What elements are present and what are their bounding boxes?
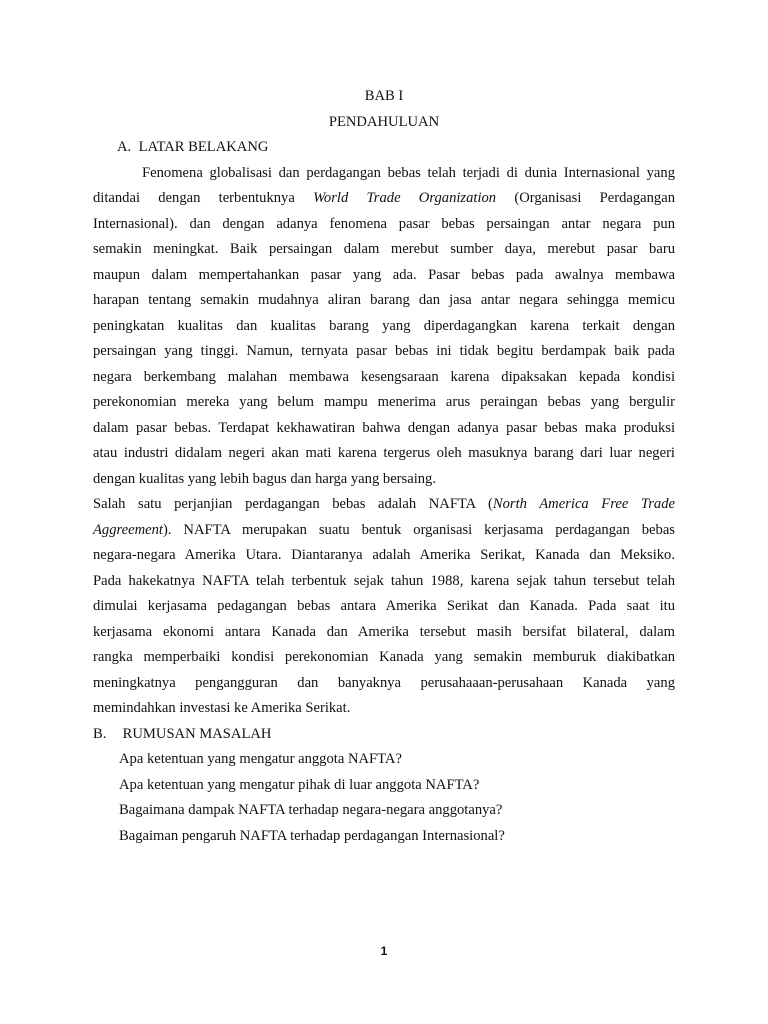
section-a-heading (93, 135, 675, 161)
section-b-number: B. (93, 725, 107, 742)
question-list (93, 747, 675, 849)
paragraph-line: kerjasama ekonomi antara Kanada dan Amerika tersebut masih bersifat bilateral, dalam (93, 623, 675, 640)
paragraph-line: Salah satu perjanjian perdagangan bebas adalah NAFTA (North America Free Trade (93, 496, 675, 512)
paragraph-latar-belakang (93, 161, 675, 493)
paragraph-line: Internasional). dan dengan adanya fenomena pasar bebas persaingan antar negara pun (93, 215, 675, 232)
chapter-label: BAB I (364, 88, 404, 104)
paragraph-line: persaingan yang tinggi. Namun, ternyata pasar bebas ini tidak begitu berdampak baik pada (93, 343, 675, 359)
section-b-heading (93, 722, 675, 748)
paragraph-line: perekonomian mereka yang belum mampu menerima arus peraingan bebas yang bergulir (93, 394, 675, 410)
list-item: Bagaimana dampak NAFTA terhadap negara-negara anggotanya? (119, 802, 503, 818)
chapter-title: PENDAHULUAN (328, 113, 440, 130)
document-page (93, 84, 675, 849)
list-item: Bagaiman pengaruh NAFTA terhadap perdagangan Internasional? (119, 827, 505, 844)
nafta-full-name: North America Free Trade (492, 496, 675, 512)
paragraph-line: meningkatnya pengangguran dan banyaknya perusahaaan-perusahaan Kanada yang (93, 674, 675, 691)
section-a-title: LATAR BELAKANG (138, 139, 269, 155)
paragraph-line: memindahkan investasi ke Amerika Serikat. (93, 700, 351, 716)
list-item: Apa ketentuan yang mengatur pihak di luar anggota NAFTA? (119, 776, 480, 793)
paragraph-nafta (93, 492, 675, 722)
paragraph-line: dengan kualitas yang lebih bagus dan harga yang bersaing. (93, 470, 436, 487)
paragraph-line: Aggreement). NAFTA merupakan suatu bentuk organisasi kerjasama perdagangan bebas (93, 521, 675, 538)
paragraph-line: maupun dalam mempertahankan pasar yang ada. Pasar bebas pada awalnya membawa (93, 266, 675, 283)
nafta-full-name-cont: Aggreement (93, 521, 163, 538)
paragraph-line: Pada hakekatnya NAFTA telah terbentuk sejak tahun 1988, karena sejak tahun tersebut telah (93, 572, 675, 589)
paragraph-line: atau industri didalam negeri akan mati karena tergerus oleh masuknya barang dari luar negeri (93, 445, 675, 461)
paragraph-line: dalam pasar bebas. Terdapat kekhawatiran bahwa dengan adanya pasar bebas maka produksi (93, 419, 675, 436)
paragraph-line: peningkatan kualitas dan kualitas barang yang diperdagangkan karena terkait dengan (93, 317, 675, 334)
wto-term: World Trade Organization (313, 190, 497, 206)
page-number: 1 (380, 944, 388, 958)
list-item: Apa ketentuan yang mengatur anggota NAFTA? (119, 751, 402, 767)
paragraph-line: dimulai kerjasama pedagangan bebas antara Amerika Serikat dan Kanada. Pada saat itu (93, 598, 675, 614)
paragraph-line: harapan tentang semakin mudahnya aliran barang dan jasa antar negara sehingga memicu (93, 292, 675, 308)
paragraph-line: negara-negara Amerika Utara. Diantaranya adalah Amerika Serikat, Kanada dan Meksiko. (93, 547, 675, 563)
paragraph-line: Fenomena globalisasi dan perdagangan bebas telah terjadi di dunia Internasional yang (142, 164, 675, 181)
paragraph-line: ditandai dengan terbentuknya World Trade Organization (Organisasi Perdagangan (93, 190, 675, 206)
section-b-title: RUMUSAN MASALAH (122, 725, 272, 742)
paragraph-line: semakin meningkat. Baik persaingan dalam merebut sumber daya, merebut pasar baru (93, 241, 675, 257)
section-a-number: A. (117, 139, 132, 155)
paragraph-line: rangka memperbaiki kondisi perekonomian Kanada yang semakin memburuk diakibatkan (93, 649, 675, 665)
paragraph-line: negara berkembang malahan membawa kesengsaraan karena dipaksakan kepada kondisi (93, 368, 675, 385)
